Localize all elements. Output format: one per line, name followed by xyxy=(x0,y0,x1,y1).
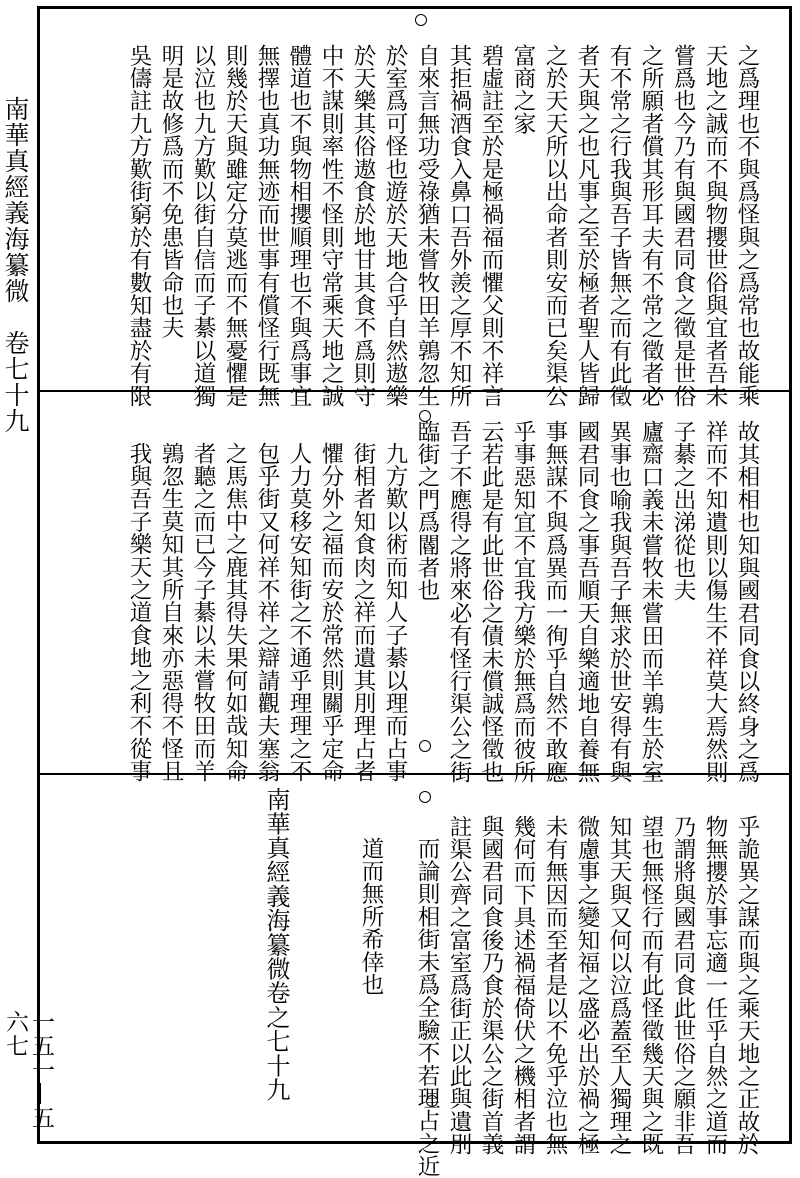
text-column: 以泣也九方歎以街自信而子綦以道獨 xyxy=(190,44,216,408)
text-column: 未有無因而至者是以不免乎泣也無 xyxy=(542,815,568,1156)
text-column: 天地之誠而不與物攖世俗與宜者吾未 xyxy=(702,44,728,408)
side-book-title: 南華真經義海纂微 卷七十九 xyxy=(1,96,30,434)
text-column: 望也無怪行而有此怪徵幾天與之既 xyxy=(638,815,664,1156)
text-column: 嘗爲也今乃有與國君同食之徵是世俗 xyxy=(670,44,696,408)
text-column: 幾何而下具述禍福倚伏之機相者謂 xyxy=(510,815,536,1156)
text-column: 鶉忽生莫知其所自來亦惡得不怪且 xyxy=(158,442,184,783)
text-column: 街相者知食肉之祥而遺其刖理占者 xyxy=(350,442,376,783)
text-column: 之於天天所以出命者則安而已矣渠公 xyxy=(542,44,568,408)
text-column: 其拒禍酒食入鼻口吾外羨之厚不知所 xyxy=(446,44,472,408)
text-column: 吳儔註九方歎街窮於有數知盡於有限 xyxy=(126,44,152,408)
text-column: 有不常之行我與吾子皆無之而有此徵 xyxy=(606,44,632,408)
text-column: 子綦之出涕從也夫 xyxy=(670,420,696,602)
text-column: 臨街之門爲閽者也 xyxy=(414,420,440,602)
page-frame xyxy=(37,6,792,1178)
text-column: 國君同食之事吾順天自樂適地自養無 xyxy=(574,420,600,784)
text-column: 我與吾子樂天之道食地之利不從事 xyxy=(126,442,152,783)
text-column: 微慮事之變知福之盛必出於禍之極 xyxy=(574,815,600,1156)
text-column: 異事也喻我與吾子無求於世安得有與 xyxy=(606,420,632,784)
text-column: 者天與之也凡事之至於極者聖人皆歸 xyxy=(574,44,600,408)
text-column: 包乎街又何祥不祥之辯請觀夫塞翁 xyxy=(254,442,280,783)
circle-mark xyxy=(419,791,431,803)
text-column: 之馬焦中之鹿其得失果何如哉知命 xyxy=(222,442,248,783)
side-page-number: 一五一—五六七 xyxy=(2,1010,54,1130)
panel-bottom xyxy=(40,775,789,1178)
text-column: 九方歎以術而知人子綦以理而占事 xyxy=(382,442,408,783)
text-column: 則幾於天與雖定分莫逃而不無憂懼是 xyxy=(222,44,248,408)
text-column: 明是故修爲而不免患皆命也夫 xyxy=(158,44,184,340)
text-column: 之爲理也不與爲怪與之爲常也故能乘 xyxy=(734,44,760,408)
text-column: 事無謀不與爲異而一徇乎自然不敢應 xyxy=(542,420,568,784)
text-column: 知其天與又何以泣爲蓋至人獨理之 xyxy=(606,815,632,1156)
text-column: 體道也不與物相攖順理也不與爲事宜 xyxy=(286,44,312,408)
circle-mark xyxy=(415,14,427,26)
panel-middle xyxy=(40,392,789,784)
circle-mark xyxy=(419,740,431,752)
text-column: 之所願者償其形耳夫有不常之徵者必 xyxy=(638,44,664,408)
text-column: 註渠公齊之富室爲街正以此與遺刖 xyxy=(446,815,472,1156)
text-column: 中不謀則率性不怪則守常乘天地之誠 xyxy=(318,44,344,408)
text-column: 於天樂其俗遨食於地甘其食不爲則守 xyxy=(350,44,376,408)
chapter-end-title: 南華真經義海纂微卷之七十九 xyxy=(262,787,290,1102)
text-column: 乃謂將與國君同食此世俗之願非吾 xyxy=(670,815,696,1156)
text-column: 碧虛註至於是極禍福而懼父則不祥言 xyxy=(478,44,504,408)
text-column: 於室爲可怪也遊於天地合乎自然遨樂 xyxy=(382,44,408,408)
text-column: 吾子不應得之將來必有怪行渠公之街 xyxy=(446,420,472,784)
text-column: 者聽之而已今子綦以未嘗牧田而羊 xyxy=(190,442,216,783)
text-column: 物無攖於事忘適一任乎自然之道而 xyxy=(702,815,728,1156)
text-column: 懼分外之福而安於常然則關乎定命 xyxy=(318,442,344,783)
text-column: 人力莫移安知街之不通乎理理之不 xyxy=(286,442,312,783)
text-column: 而論則相街未爲全驗不若理占之近 xyxy=(414,837,440,1178)
panel-top xyxy=(40,9,789,408)
text-column: 道而無所希倖也 xyxy=(358,837,384,996)
text-column: 乎事惡知宜不宜我方樂於無爲而彼所 xyxy=(510,420,536,784)
text-column: 富商之家 xyxy=(510,44,536,135)
text-column: 乎詭異之謀而與之乘天地之正故於 xyxy=(734,815,760,1156)
text-column: 自來言無功受祿猶未嘗牧田羊鶉忽生 xyxy=(414,44,440,408)
text-column: 云若此是有此世俗之債未償誠怪徵也 xyxy=(478,420,504,784)
text-column: 廬齋口義未嘗牧未嘗田而羊鶉生於室 xyxy=(638,420,664,784)
text-column: 無擇也真功無迹而世事有償怪行既無 xyxy=(254,44,280,408)
text-column: 與國君同食後乃食於渠公之街首義 xyxy=(478,815,504,1156)
text-column: 祥而不知遺則以傷生不祥莫大焉然則 xyxy=(702,420,728,784)
text-column: 故其相相也知與國君同食以終身之爲 xyxy=(734,420,760,784)
